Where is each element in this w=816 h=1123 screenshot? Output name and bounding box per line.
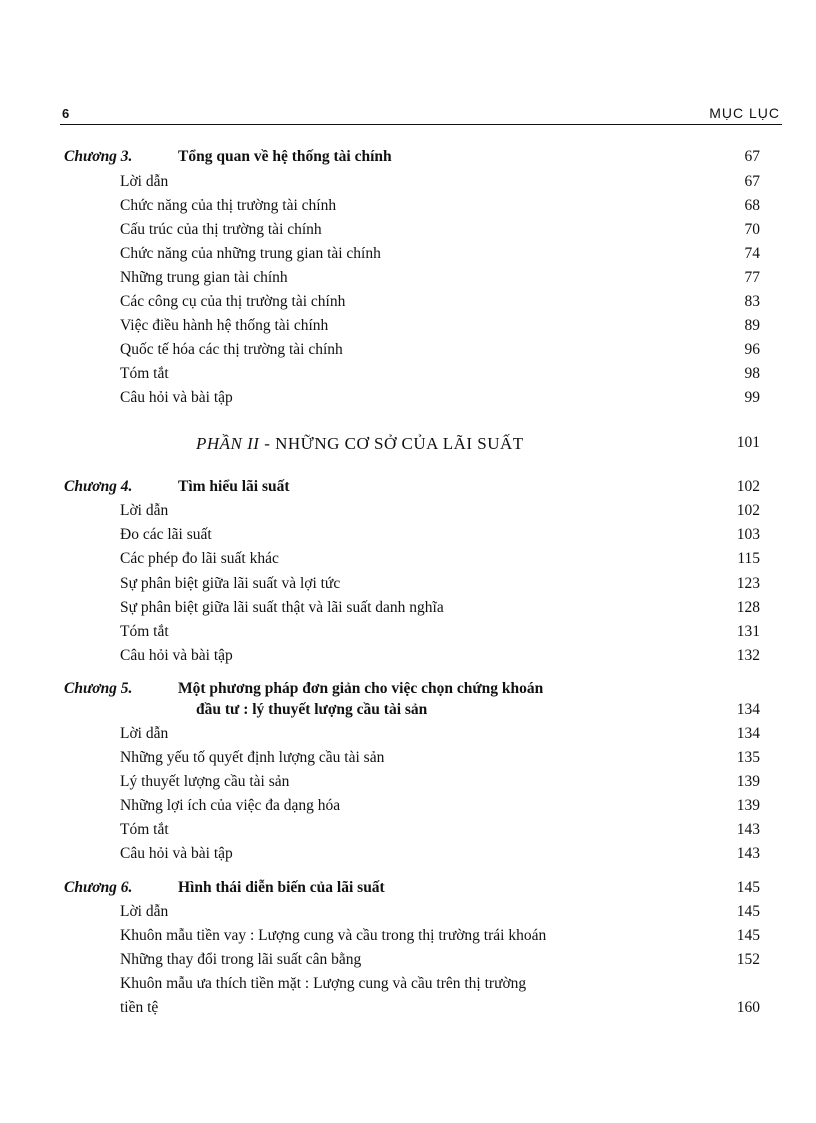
toc-entry: Sự phân biệt giữa lãi suất và lợi tức	[120, 575, 341, 592]
chapter-title-cont: đầu tư : lý thuyết lượng cầu tài sản	[196, 701, 428, 718]
page-ref: 139	[736, 797, 760, 814]
page-ref: 83	[744, 293, 760, 310]
toc-entry: Quốc tế hóa các thị trường tài chính	[120, 341, 343, 358]
part-heading	[196, 434, 524, 454]
toc-entry: Khuôn mẫu ưa thích tiền mặt : Lượng cung và cầu trên thị trường	[120, 975, 527, 992]
toc-entry: Những thay đổi trong lãi suất cân bằng	[120, 951, 362, 968]
page-ref: 131	[736, 623, 760, 640]
part-label: PHẦN II	[196, 434, 260, 453]
toc-entry: Sự phân biệt giữa lãi suất thật và lãi suất danh nghĩa	[120, 599, 444, 616]
chapter-title: Một phương pháp đơn giản cho việc chọn chứng khoán	[178, 680, 544, 697]
page-number: 6	[62, 106, 70, 121]
part-title: - NHỮNG CƠ SỞ CỦA LÃI SUẤT	[259, 434, 524, 453]
page-ref: 103	[736, 526, 760, 543]
page-ref: 67	[744, 148, 760, 165]
page-ref: 67	[744, 173, 760, 190]
page-ref: 102	[736, 502, 760, 519]
page-ref: 123	[736, 575, 760, 592]
page-ref: 134	[736, 725, 760, 742]
toc-entry: Chức năng của những trung gian tài chính	[120, 245, 381, 262]
chapter-title: Tổng quan về hệ thống tài chính	[178, 148, 392, 165]
toc-entry: Lời dẫn	[120, 903, 169, 920]
toc-entry: Những yếu tố quyết định lượng cầu tài sản	[120, 749, 385, 766]
toc-entry: Lý thuyết lượng cầu tài sản	[120, 773, 290, 790]
chapter-label: Chương 3.	[64, 148, 133, 165]
page-ref: 145	[736, 879, 760, 896]
toc-entry: Tóm tắt	[120, 821, 169, 838]
header-rule	[60, 124, 782, 125]
page-ref: 128	[736, 599, 760, 616]
toc-entry: Những lợi ích của việc đa dạng hóa	[120, 797, 341, 814]
toc-entry-cont: tiền tệ	[120, 999, 159, 1016]
page-ref: 152	[736, 951, 760, 968]
chapter-6-heading	[64, 879, 385, 897]
page-ref: 143	[736, 845, 760, 862]
toc-entry: Lời dẫn	[120, 725, 169, 742]
toc-entry: Các công cụ của thị trường tài chính	[120, 293, 346, 310]
page-ref: 99	[744, 389, 760, 406]
chapter-label: Chương 5.	[64, 680, 133, 697]
toc-entry: Đo các lãi suất	[120, 526, 212, 543]
chapter-3-heading	[64, 148, 392, 166]
toc-entry: Cấu trúc của thị trường tài chính	[120, 221, 322, 238]
chapter-4-heading	[64, 478, 290, 496]
page-ref: 160	[736, 999, 760, 1016]
page-ref: 145	[736, 903, 760, 920]
toc-entry: Những trung gian tài chính	[120, 269, 288, 286]
chapter-5-heading-cont	[196, 701, 427, 719]
page-ref: 89	[744, 317, 760, 334]
page-ref: 70	[744, 221, 760, 238]
toc-entry: Lời dẫn	[120, 502, 169, 519]
page-ref: 68	[744, 197, 760, 214]
toc-entry: Chức năng của thị trường tài chính	[120, 197, 337, 214]
page-ref: 101	[736, 434, 760, 451]
toc-entry: Việc điều hành hệ thống tài chính	[120, 317, 329, 334]
page-ref: 135	[736, 749, 760, 766]
chapter-title: Hình thái diễn biến của lãi suất	[178, 879, 385, 896]
toc-entry: Các phép đo lãi suất khác	[120, 550, 279, 567]
toc-entry: Lời dẫn	[120, 173, 169, 190]
toc-entry: Tóm tắt	[120, 365, 169, 382]
page-ref: 143	[736, 821, 760, 838]
page-ref: 134	[736, 701, 760, 718]
page-ref: 139	[736, 773, 760, 790]
toc-entry: Câu hỏi và bài tập	[120, 389, 233, 406]
toc-entry: Câu hỏi và bài tập	[120, 647, 233, 664]
toc-entry: Câu hỏi và bài tập	[120, 845, 233, 862]
page-ref: 115	[737, 550, 760, 567]
running-title: MỤC LỤC	[709, 105, 780, 121]
chapter-label: Chương 4.	[64, 478, 133, 495]
page-ref: 98	[744, 365, 760, 382]
page-ref: 77	[744, 269, 760, 286]
toc-entry: Khuôn mẫu tiền vay : Lượng cung và cầu trong thị trường trái khoán	[120, 927, 547, 944]
page-ref: 145	[736, 927, 760, 944]
page-ref: 102	[736, 478, 760, 495]
page-ref: 74	[744, 245, 760, 262]
page-ref: 132	[736, 647, 760, 664]
chapter-title: Tìm hiểu lãi suất	[178, 478, 290, 495]
chapter-label: Chương 6.	[64, 879, 133, 896]
chapter-5-heading	[64, 680, 543, 698]
page-ref: 96	[744, 341, 760, 358]
toc-entry: Tóm tắt	[120, 623, 169, 640]
